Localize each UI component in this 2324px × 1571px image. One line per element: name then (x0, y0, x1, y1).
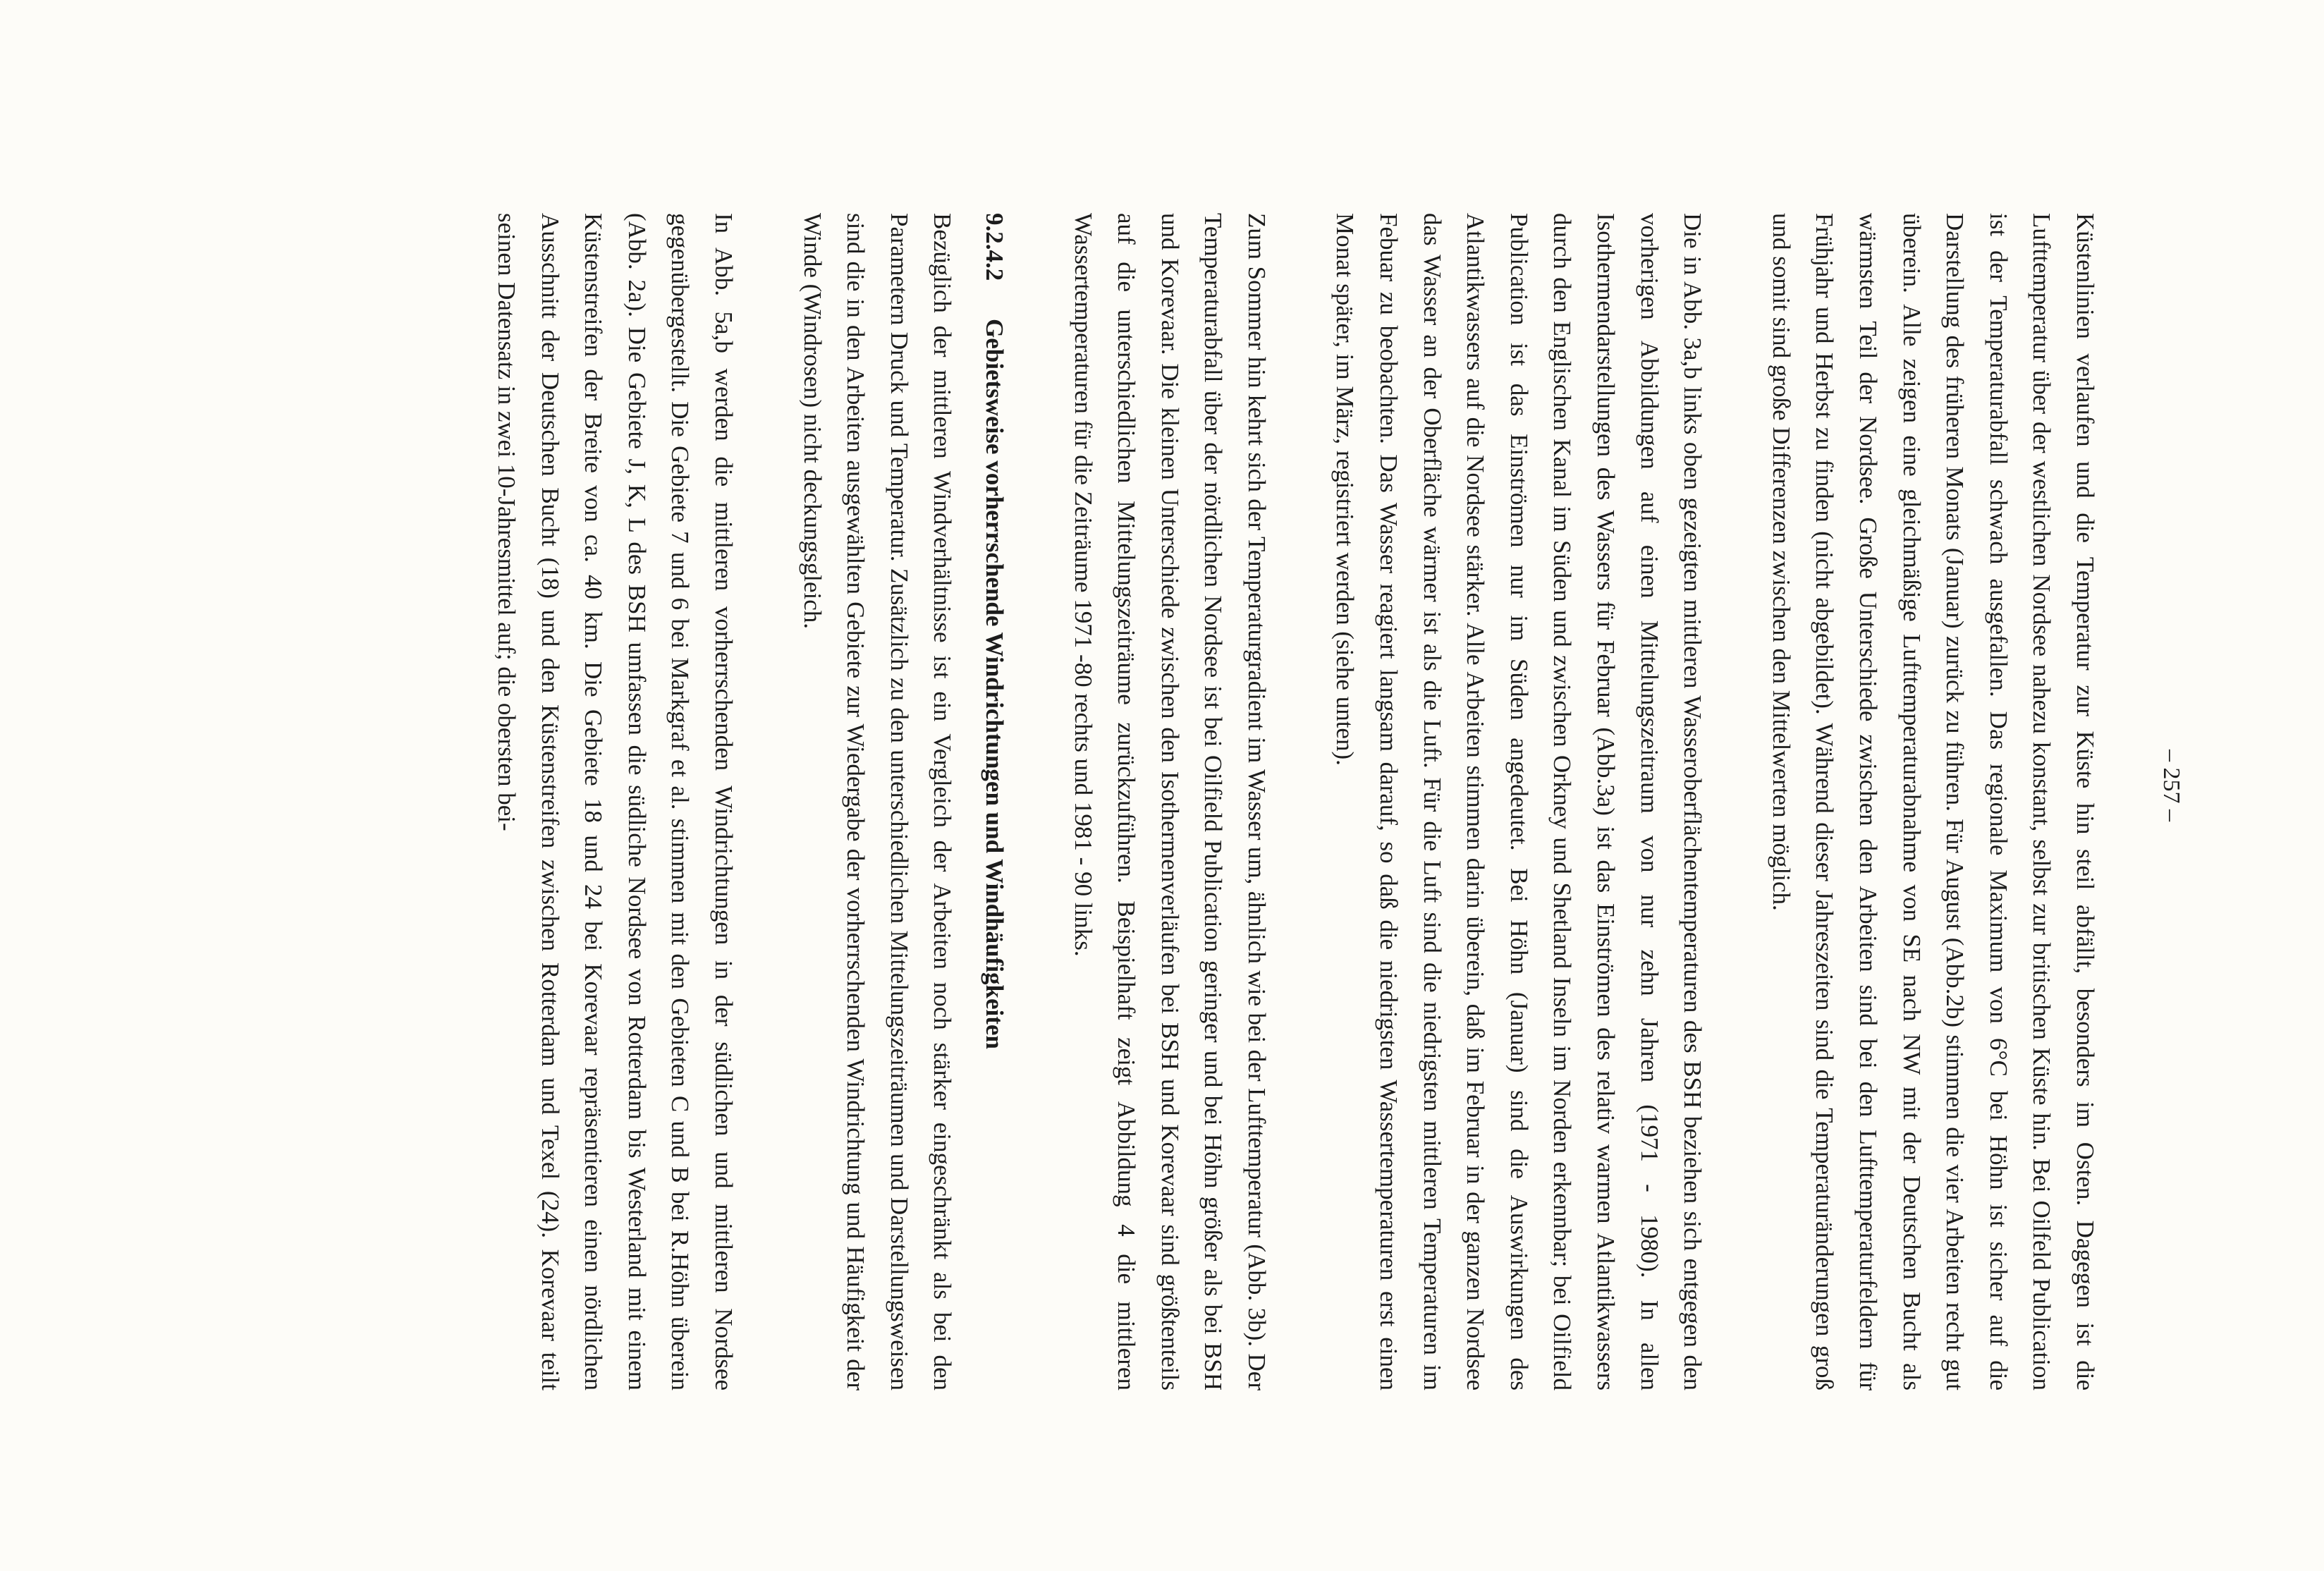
paragraph-wind-comparison: Bezüglich der mittleren Windverhältnisse ist ein Vergleich der Arbeiten noch stärker eingeschränkt als bei den Parametern Druck und Temperatur. Zusätzlich zu den unterschiedlichen Mittelungszeiträumen und Darstellungsweisen sind die in den Arbeiten ausgewählten Gebiete zur Wiedergabe der vorherrschenden Windrichtung und Häufigkeit der Winde (Windrosen) nicht deckungsgleich. (798, 213, 957, 1390)
body-text (439, 213, 2107, 1390)
paragraph-water-temperature-february: Die in Abb. 3a,b links oben gezeigten mittleren Wasseroberflächentemperaturen des BSH beziehen sich entgegen den vorherigen Abbildungen auf einen Mittelungszeitraum von nur zehn Jahren (1971 - 1980). In allen Isothermendarstellungen des Wassers für Februar (Abb.3a) ist das Einströmen des relativ warmen Atlantikwassers durch den Englischen Kanal im Süden und zwischen Orkney und Shetland Inseln im Norden erkennbar; bei Oilfield Publication ist das Einströmen nur im Süden angedeutet. Bei Höhn (Januar) sind die Auswirkungen des Atlantikwassers auf die Nordsee stärker. Alle Arbeiten stimmen darin überein, daß im Februar in der ganzen Nordsee das Wasser an der Oberfläche wärmer ist als die Luft. Für die Luft sind die niedrigsten mittleren Temperaturen im Febuar zu beobachten. Das Wasser reagiert langsam darauf, so daß die niedrigsten Wassertemperaturen erst einen Monat später, im März, registriert werden (siehe unten). (1331, 213, 1707, 1390)
section-heading (972, 213, 1016, 1390)
paragraph-water-temperature-summer: Zum Sommer hin kehrt sich der Temperaturgradient im Wasser um, ähnlich wie bei der Lufttemperatur (Abb. 3b). Der Temperaturabfall über der nördlichen Nordsee ist bei Oilfield Publication geringer und bei Höhn größer als bei BSH und Korevaar. Die kleinen Unterschiede zwischen den Isothermenverläufen bei BSH und Korevaar sind größtenteils auf die unterschiedlichen Mittelungszeiträume zurückzuführen. Beispielhaft zeigt Abbildung 4 die mittleren Wassertemperaturen für die Zeiträume 1971 -80 rechts und 1981 - 90 links. (1069, 213, 1271, 1390)
section-title: Gebietsweise vorherrschende Windrichtungen und Windhäufigkeiten (980, 319, 1008, 1049)
section-number: 9.2.4.2 (980, 213, 1008, 281)
paragraph-wind-directions: In Abb. 5a,b werden die mittleren vorherrschenden Windrichtungen in der südlichen und mittleren Nordsee gegenübergestellt. Die Gebiete 7 und 6 bei Markgraf et al. stimmen mit den Gebieten C und B bei R.Höhn überein (Abb. 2a). Die Gebiete J, K, L des BSH umfassen die südliche Nordsee von Rotterdam bis Westerland mit einem Küstenstreifen der Breite von ca. 40 km. Die Gebiete 18 und 24 bei Korevaar repräsentieren einen nördlichen Ausschnitt der Deutschen Bucht (18) und den Küstenstreifen zwischen Rotterdam und Texel (24). Korevaar teilt seinen Datensatz in zwei 10-Jahresmittel auf; die obersten bei- (493, 213, 738, 1390)
page-number: – 257 – (2158, 750, 2184, 821)
paragraph-air-temperature: Küstenlinien verlaufen und die Temperatur zur Küste hin steil abfällt, besonders im Osten. Dagegen ist die Lufttemperatur über der westlichen Nordsee nahezu konstant, selbst zur britischen Küste hin. Bei Oilfeld Publication ist der Temperaturabfall schwach ausgefallen. Das regionale Maximum von 6°C bei Höhn ist sicher auf die Darstellung des früheren Monats (Januar) zurück zu führen. Für August (Abb.2b) stimmen die vier Arbeiten recht gut überein. Alle zeigen eine gleichmäßige Lufttemperaturabnahme von SE nach NW mit der Deutschen Bucht als wärmsten Teil der Nordsee. Große Unterschiede zwischen den Arbeiten sind bei den Lufttemperaturfeldern für Frühjahr und Herbst zu finden (nicht abgebildet). Während dieser Jahreszeiten sind die Temperaturänderungen groß und somit sind große Differenzen zwischen den Mittelwerten möglich. (1767, 213, 2099, 1390)
